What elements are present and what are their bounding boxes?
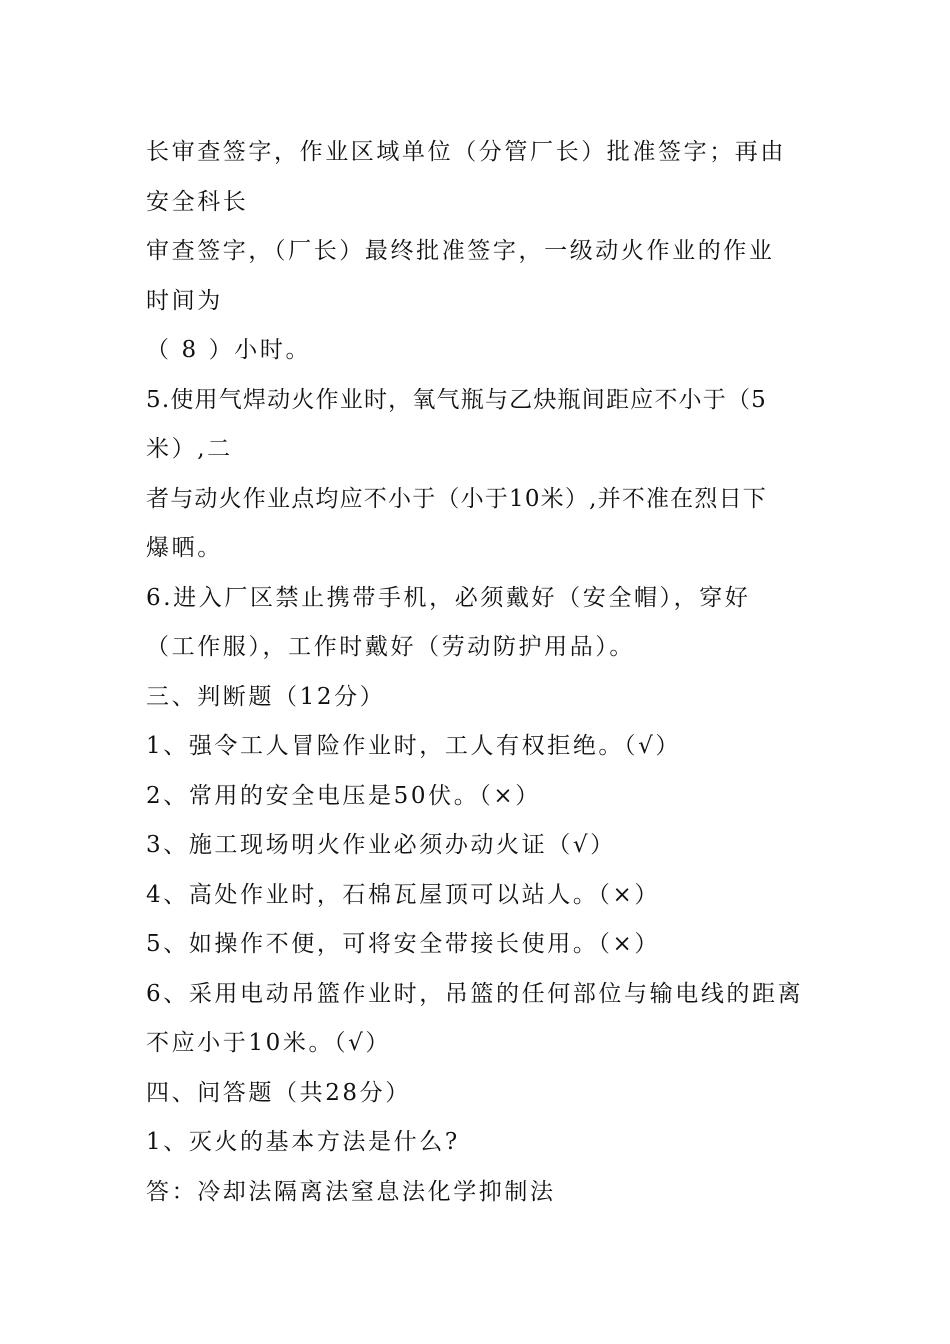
judgment-item-6-line-2: 不应小于10米。（√）: [146, 1030, 392, 1056]
judgment-item-2: 2、常用的安全电压是50伏。（×）: [146, 782, 541, 809]
qa-answer-1: 答：冷却法隔离法窒息法化学抑制法: [146, 1178, 556, 1205]
question-6-line-1: 6.进入厂区禁止携带手机，必须戴好（安全帽），穿好: [146, 584, 751, 611]
question-5-line-2: 米）,二: [146, 436, 233, 462]
qa-question-1: 1、灭火的基本方法是什么?: [146, 1129, 460, 1155]
judgment-item-5: 5、如操作不便，可将安全带接长使用。（×）: [146, 931, 661, 957]
text-line-2: 安全科长: [146, 188, 249, 215]
text-line-5: （ 8 ）小时。: [146, 337, 312, 363]
section-heading-judgment: 三、判断题（12分）: [146, 683, 386, 710]
judgment-item-4: 4、高处作业时，石棉瓦屋顶可以站人。（×）: [146, 881, 661, 908]
section-heading-qa: 四、问答题（共28分）: [146, 1079, 411, 1106]
judgment-item-1: 1、强令工人冒险作业时，工人有权拒绝。（√）: [146, 733, 681, 759]
question-5-line-3: 者与动火作业点均应不小于（小于10米）,并不准在烈日下: [146, 485, 767, 512]
question-5-line-4: 爆晒。: [146, 535, 223, 561]
text-line-4: 时间为: [146, 287, 223, 314]
judgment-item-6-line-1: 6、采用电动吊篮作业时，吊篮的任何部位与输电线的距离: [146, 980, 804, 1007]
text-line-3: 审查签字，（厂长）最终批准签字，一级动火作业的作业: [146, 238, 775, 264]
document-body: [146, 128, 810, 1217]
question-6-line-2: （工作服），工作时戴好（劳动防护用品）。: [146, 634, 635, 660]
text-line-1: 长审查签字，作业区域单位（分管厂长）批准签字；再由: [146, 139, 786, 165]
question-5-line-1: 5.使用气焊动火作业时，氧气瓶与乙炔瓶间距应不小于（5: [146, 386, 767, 413]
judgment-item-3: 3、施工现场明火作业必须办动火证（√）: [146, 832, 616, 858]
